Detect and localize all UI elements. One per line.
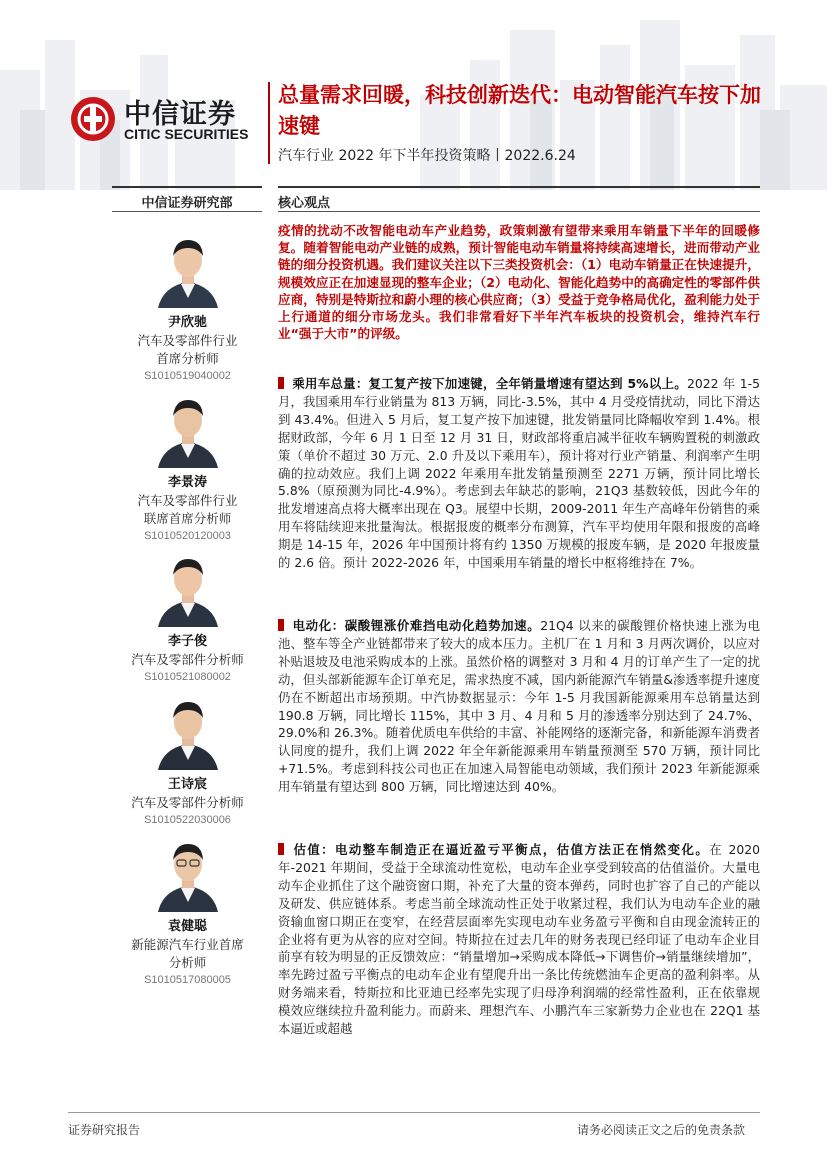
point-heading: 估值：电动整车制造正在逼近盈亏平衡点，估值方法正在悄然变化。 [292,842,710,857]
analyst-license-id: S1010522030006 [144,814,231,826]
analyst-role: 汽车及零部件行业 [137,333,238,348]
analyst-role: 新能源汽车行业首席 [131,937,244,952]
report-title: 总量需求回暖，科技创新迭代：电动智能汽车按下加速键 [278,83,761,138]
department-name: 中信证券研究部 [141,196,233,211]
point-body: 21Q4 以来的碳酸锂价格快速上涨为电池、整车等全产业链都带来了较大的成本压力。主机厂在 1 月和 3 月两次调价，以应对补贴退坡及电池采购成本的上涨。虽然价格的调整对 3 月和 4 月的订单产生了一定的扰动，但头部新能源车企订单充足，需求热度不减，国内新能源汽车销量&渗透率提升速度仍在不断超出市场预期。中汽协数据显示：今年 1-5 月我国新能源乘用车总销量达到 190.8 万辆，同比增长 115%，其中 3 月、4 月和 5 月的渗透率分别达到了 24.7%、29.0%和 26.3%。随着优质电车供给的丰富、补能网络的逐渐完备，和新能源车消费者认同度的提升，我们上调 2022 年全年新能源乘用车销量预测至 570 万辆，预计同比+71.5%。考虑到科技公司也正在加速入局智能电动领域，我们预计 2023 年新能源乘用车销量有望达到 800 万辆，同比增速达到 40%。 [278,618,761,795]
footer-disclaimer-link[interactable]: 请务必阅读正文之后的免责条款 [577,1123,746,1137]
analyst-name: 王诗宸 [167,777,207,792]
analyst-role: 分析师 [168,955,207,970]
main-heading-rule [278,211,760,212]
point-passenger-vehicles [278,375,760,572]
citic-logo [70,92,270,150]
analyst-role: 汽车及零部件分析师 [131,795,244,810]
analyst-name: 李景涛 [167,475,207,490]
point-valuation [278,841,760,1038]
analyst-photo [153,690,223,770]
footer-rule [68,1112,760,1113]
bullet-marker-icon [278,843,284,855]
analyst-card [100,547,275,685]
point-electrification [278,617,760,796]
sidebar-top-rule [112,186,262,188]
analyst-photo [153,832,223,912]
logo-chinese-text: 中信证券 [124,99,236,130]
core-summary [278,222,760,342]
main-top-rule [278,186,760,188]
sidebar-heading-rule [112,211,262,212]
analyst-photo [153,388,223,468]
point-body: 2022 年 1-5 月，我国乘用车行业销量为 813 万辆，同比-3.5%，其中 4 月受疫情扰动，同比下滑达到 43.4%。但进入 5 月后，复工复产按下加速键，批发销量同比降幅收窄到 1.4%。根据财政部，今年 6 月 1 日至 12 月 31 日，财政部将重启减半征收车辆购置税的刺激政策（单价不超过 30 万元、2.0 升及以下乘用车），预计将对行业产销量、利润率产生明确的拉动效应。我们上调 2022 年乘用车批发销量预测至 2271 万辆，预计同比增长 5.8%（原预测为同比-4.9%）。考虑到去年缺芯的影响，21Q3 基数较低，因此今年的批发增速高点将大概率出现在 Q3。展望中长期，2009-2011 年生产高峰年份销售的乘用车将陆续迎来批量淘汰。根据报废的概率分布测算，汽车平均使用年限和报废的高峰期是 14-15 年，2026 年中国预计将有约 1350 万规模的报废车辆，是 2020 年报废量的 2.6 倍。预计 2022-2026 年，中国乘用车销量的增长中枢将维持在 7%。 [278,376,760,571]
point-body: 在 2020 年-2021 年期间，受益于全球流动性宽松，电动车企业享受到较高的估值溢价。大量电动车企业抓住了这个融资窗口期，补充了大量的资本弹药，同时也扩容了自己的产能以及研发、供应链体系。考虑当前全球流动性正处于收紧过程，我们认为电动车企业的融资输血窗口期正在变窄，在经营层面率先实现电动车业务盈亏平衡和自由现金流转正的企业将有更为从容的应对空间。特斯拉在过去几年的财务表现已经印证了电动车企业目前享有较为明显的正反馈效应：“销量增加→采购成本降低→下调售价→销量继续增加”，率先跨过盈亏平衡点的电动车企业有望爬升出一条比传统燃油车企更高的盈利斜率。从财务端来看，特斯拉和比亚迪已经率先实现了归母净利润端的经常性盈利，正在依靠规模效应继续拉升盈利能力。而蔚来、理想汽车、小鹏汽车三家新势力企业也在 22Q1 基本逼近或超越 [278,842,760,1037]
bullet-marker-icon [278,377,284,389]
analyst-photo [153,228,223,308]
analyst-role: 汽车及零部件分析师 [131,652,244,667]
title-accent-bar [268,82,270,164]
analyst-license-id: S1010521080002 [144,671,231,683]
analyst-name: 尹欣驰 [167,315,207,330]
analyst-license-id: S1010517080005 [144,974,231,986]
analyst-card [100,388,275,544]
analyst-card [100,228,275,384]
summary-text: 疫情的扰动不改智能电动车产业趋势，政策刺激有望带来乘用车销量下半年的回暖修复。随着智能电动产业链的成熟，预计智能电动车销量将持续高速增长，进而带动产业链的细分投资机遇。我们建议关注以下三类投资机会：（1）电动车销量正在快速提升，规模效应正在加速显现的整车企业；（2）电动化、智能化趋势中的高确定性的零部件供应商，特别是特斯拉和蔚小理的核心供应商；（3）受益于竞争格局优化，盈利能力处于上行通道的细分市场龙头。我们非常看好下半年汽车板块的投资机会，维持汽车行业“强于大市”的评级。 [278,223,760,342]
point-heading: 电动化：碳酸锂涨价难挡电动化趋势加速。 [292,618,541,633]
logo-english-text: CITIC SECURITIES [124,126,249,142]
analyst-card [100,832,275,988]
footer-report-type: 证券研究报告 [68,1123,141,1137]
report-subtitle: 汽车行业 2022 年下半年投资策略丨2022.6.24 [278,148,576,164]
bullet-marker-icon [278,619,284,631]
core-views-heading: 核心观点 [278,196,331,211]
analyst-name: 袁健聪 [167,919,207,934]
analyst-role: 首席分析师 [156,351,219,366]
analyst-card [100,690,275,828]
analyst-role: 汽车及零部件行业 [137,493,238,508]
citic-emblem-icon [70,96,116,142]
analyst-name: 李子俊 [167,634,207,649]
point-heading: 乘用车总量：复工复产按下加速键，全年销量增速有望达到 5%以上。 [292,376,687,391]
analyst-license-id: S1010520120003 [144,530,231,542]
analyst-photo [153,547,223,627]
analyst-role: 联席首席分析师 [143,511,232,526]
analyst-license-id: S1010519040002 [144,370,231,382]
